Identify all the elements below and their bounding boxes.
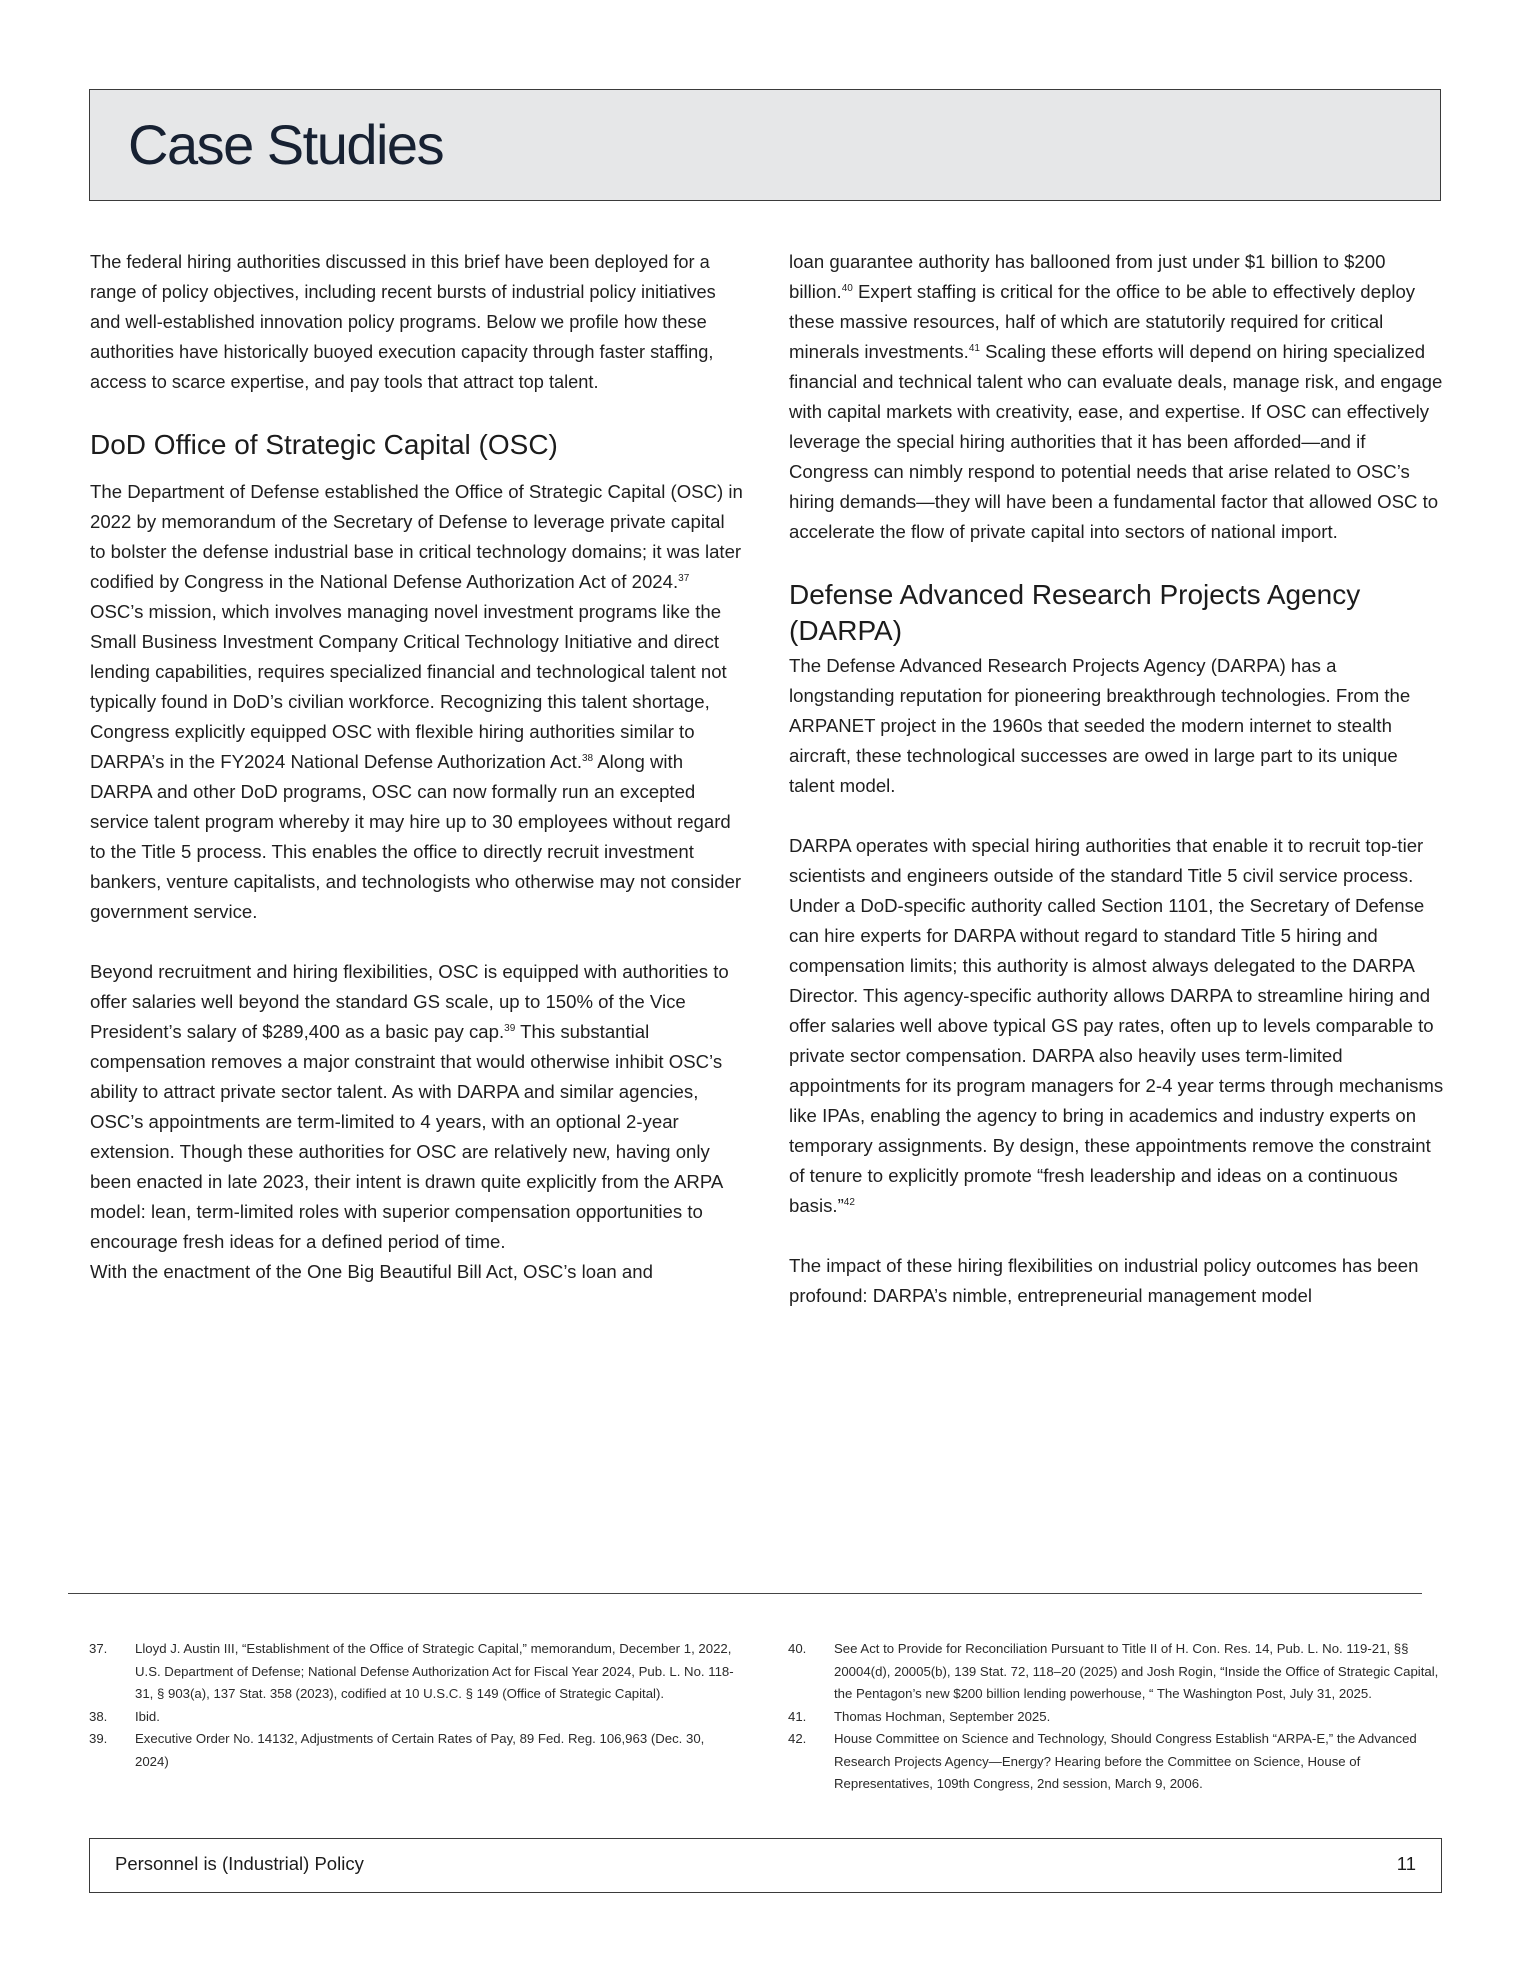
darpa-paragraph-1: The Defense Advanced Research Projects Agency (DARPA) has a longstanding reputation for pioneering breakthrough technologies. From the ARPANET project in the 1960s that seeded the modern internet to stealth aircraft, these technological successes are owed in large part to its unique talent model. xyxy=(789,655,1411,796)
footnote-39 xyxy=(89,1728,741,1773)
osc-p1-text-c: Along with DARPA and other DoD programs, OSC can now formally run an excepted service talent program whereby it may hire up to 30 employees without regard to the Title 5 process. This enables the office to directly recruit investment bankers, venture capitalists, and technologists who otherwise may not consider government service. xyxy=(90,751,742,922)
footnote-ref-39[interactable]: 39 xyxy=(504,1023,516,1034)
footnote-text: Lloyd J. Austin III, “Establishment of the Office of Strategic Capital,” memorandum, December 1, 2022, U.S. Department of Defense; National Defense Authorization Act for Fiscal Year 2024, Pub. L. No. 118-31, § 903(a), 137 Stat. 358 (2023), codified at 10 U.S.C. § 149 (Office of Strategic Capital). xyxy=(135,1641,734,1701)
left-column xyxy=(90,247,745,1287)
footnote-ref-42[interactable]: 42 xyxy=(843,1197,855,1208)
footer-document-title: Personnel is (Industrial) Policy xyxy=(115,1853,364,1874)
footnote-40 xyxy=(788,1638,1448,1706)
footnote-41 xyxy=(788,1706,1448,1729)
osc-p1-text-a: The Department of Defense established the Office of Strategic Capital (OSC) in 2022 by memorandum of the Secretary of Defense to leverage private capital to bolster the defense industrial base in critical technology domains; it was later codified by Congress in the National Defense Authorization Act of 2024. xyxy=(90,481,743,592)
osc-paragraph-2 xyxy=(90,957,745,1257)
osc-heading: DoD Office of Strategic Capital (OSC) xyxy=(90,429,558,460)
osc-cont-text-c: Scaling these efforts will depend on hiring specialized financial and technical talent who can evaluate deals, manage risk, and engage with capital markets with creativity, ease, and expertise. If OSC can effectively leverage the special hiring authorities that it has been afforded—and if Congress can nimbly respond to potential needs that arise related to OSC’s hiring demands—they will have been a fundamental factor that allowed OSC to accelerate the flow of private capital into sectors of national import. xyxy=(789,341,1443,542)
osc-p2-text-b: This substantial compensation removes a major constraint that would otherwise inhibit OSC’s ability to attract private sector talent. As with DARPA and similar agencies, OSC’s appointments are term-limited to 4 years, with an optional 2-year extension. Though these authorities for OSC are relatively new, having only been enacted in late 2023, their intent is drawn quite explicitly from the ARPA model: lean, term-limited roles with superior compensation opportunities to encourage fresh ideas for a defined period of time. xyxy=(90,1021,723,1252)
darpa-paragraph-3: The impact of these hiring flexibilities on industrial policy outcomes has been profound: DARPA’s nimble, entrepreneurial management model xyxy=(789,1255,1419,1306)
page-title: Case Studies xyxy=(128,113,444,176)
footnote-number: 39. xyxy=(89,1731,108,1746)
osc-paragraph-3: With the enactment of the One Big Beautiful Bill Act, OSC’s loan and xyxy=(90,1261,653,1282)
footnotes-left xyxy=(89,1638,741,1773)
osc-p1-text-b: OSC’s mission, which involves managing novel investment programs like the Small Business Investment Company Critical Technology Initiative and direct lending capabilities, requires specialized financial and technological talent not typically found in DoD’s civilian workforce. Recognizing this talent shortage, Congress explicitly equipped OSC with flexible hiring authorities similar to DARPA’s in the FY2024 National Defense Authorization Act. xyxy=(90,601,727,772)
footnote-text: See Act to Provide for Reconciliation Pursuant to Title II of H. Con. Res. 14, Pub. L. No. 119-21, §§ 20004(d), 20005(b), 139 Stat. 72, 118–20 (2025) and Josh Rogin, “Inside the Office of Strategic Capital, the Pentagon’s new $200 billion lending powerhouse, “ The Washington Post, July 31, 2025. xyxy=(834,1641,1439,1701)
osc-cont-text-a: loan guarantee authority has ballooned from just under $1 billion to $200 billion. xyxy=(789,251,1386,302)
footnote-38 xyxy=(89,1706,741,1729)
right-column xyxy=(789,247,1444,1311)
footnote-ref-37[interactable]: 37 xyxy=(678,573,690,584)
page-footer xyxy=(89,1838,1442,1893)
darpa-paragraph-2 xyxy=(789,831,1444,1221)
footnote-text: Thomas Hochman, September 2025. xyxy=(834,1708,1051,1724)
footnote-text: House Committee on Science and Technology, Should Congress Establish “ARPA-E,” the Advanced Research Projects Agency—Energy? Hearing before the Committee on Science, House of Representatives, 109th Congress, 2nd session, March 9, 2006. xyxy=(834,1731,1417,1791)
footnote-number: 40. xyxy=(788,1641,807,1656)
osc-paragraph-1 xyxy=(90,477,745,927)
title-banner xyxy=(89,89,1441,201)
footnote-divider xyxy=(68,1593,1422,1594)
footnote-number: 37. xyxy=(89,1641,108,1656)
intro-paragraph: The federal hiring authorities discussed in this brief have been deployed for a range of policy objectives, including recent bursts of industrial policy initiatives and well-established innovation policy programs. Below we profile how these authorities have historically buoyed execution capacity through faster staffing, access to scarce expertise, and pay tools that attract top talent. xyxy=(90,252,716,392)
footnote-number: 38. xyxy=(89,1708,108,1724)
footnote-text: Executive Order No. 14132, Adjustments of Certain Rates of Pay, 89 Fed. Reg. 106,963 (Dec. 30, 2024) xyxy=(135,1731,705,1769)
page-number: 11 xyxy=(1396,1853,1416,1874)
osc-p2-text-a: Beyond recruitment and hiring flexibilities, OSC is equipped with authorities to offer salaries well beyond the standard GS scale, up to 150% of the Vice President’s salary of $289,400 as a basic pay cap. xyxy=(90,961,729,1042)
darpa-heading: Defense Advanced Research Projects Agency (DARPA) xyxy=(789,579,1361,646)
footnotes-right xyxy=(788,1638,1448,1796)
footnote-number: 42. xyxy=(788,1731,807,1746)
footnote-ref-41[interactable]: 41 xyxy=(968,343,980,354)
darpa-p2-text: DARPA operates with special hiring authorities that enable it to recruit top-tier scientists and engineers outside of the standard Title 5 civil service process. Under a DoD-specific authority called Section 1101, the Secretary of Defense can hire experts for DARPA without regard to standard Title 5 hiring and compensation limits; this authority is almost always delegated to the DARPA Director. This agency-specific authority allows DARPA to streamline hiring and offer salaries well above typical GS pay rates, often up to levels comparable to private sector compensation. DARPA also heavily uses term-limited appointments for its program managers for 2-4 year terms through mechanisms like IPAs, enabling the agency to bring in academics and industry experts on temporary assignments. By design, these appointments remove the constraint of tenure to explicitly promote “fresh leadership and ideas on a continuous basis.” xyxy=(789,835,1444,1216)
footnote-ref-38[interactable]: 38 xyxy=(581,753,594,764)
footnote-number: 41. xyxy=(788,1708,807,1724)
footnote-ref-40[interactable]: 40 xyxy=(841,283,853,294)
footnote-text: Ibid. xyxy=(135,1708,160,1724)
osc-cont-text-b: Expert staffing is critical for the office to be able to effectively deploy these massive resources, half of which are statutorily required for critical minerals investments. xyxy=(789,281,1416,362)
osc-continued-paragraph xyxy=(789,247,1444,547)
footnote-42 xyxy=(788,1728,1448,1796)
footnote-37 xyxy=(89,1638,741,1706)
